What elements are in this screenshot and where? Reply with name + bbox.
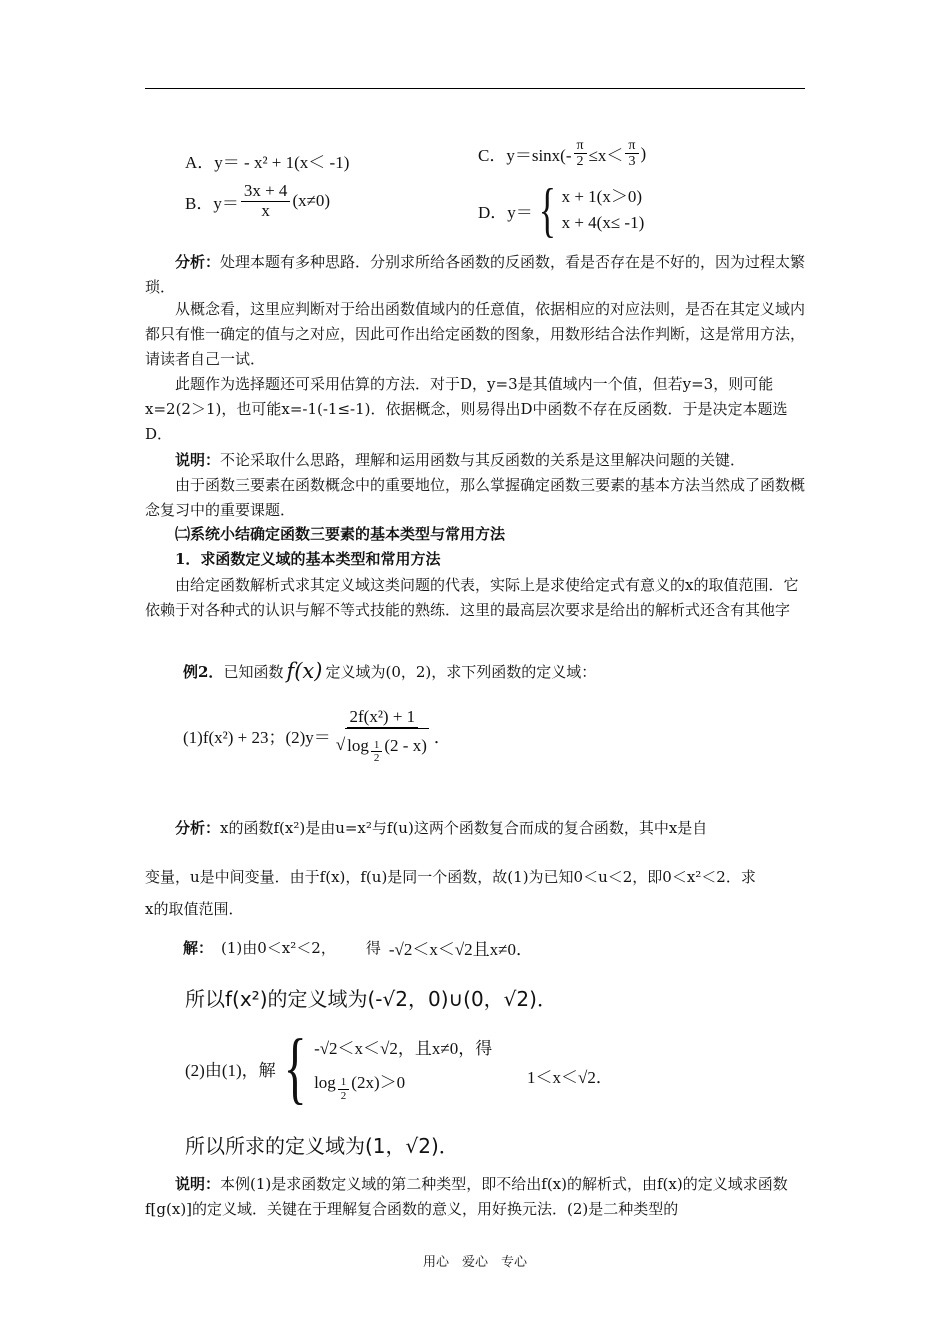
example-fx: f(x) bbox=[286, 659, 323, 683]
formula-log-arg: (2 - x) bbox=[384, 735, 427, 755]
option-b bbox=[185, 182, 330, 220]
option-c-prefix: C．y＝sinx(- bbox=[478, 146, 572, 166]
solution-line-1c: -√2＜x＜√2且x≠0． bbox=[388, 940, 533, 959]
note-text: 不论采取什么思路，理解和运用函数与其反函数的关系是这里解决问题的关键． bbox=[220, 451, 746, 469]
formula-log: log bbox=[347, 735, 369, 755]
example-text-post: 定义域为(0，2)，求下列函数的定义域： bbox=[325, 662, 597, 681]
page-footer: 用心 爱心 专心 bbox=[422, 1255, 527, 1270]
section-heading-3: 1．求函数定义域的基本类型和常用方法 bbox=[175, 550, 441, 568]
solution-case-2-base-num: 1 bbox=[338, 1076, 350, 1089]
solution-brace: { bbox=[283, 1024, 307, 1112]
option-c-fraction-2 bbox=[625, 138, 638, 170]
note-label: 说明： bbox=[175, 451, 221, 469]
analysis-2-line-1 bbox=[175, 817, 707, 838]
solution-cases bbox=[314, 1034, 492, 1101]
formula-numerator: 2f(x²) + 1 bbox=[347, 708, 419, 728]
solution-line-4: 所以所求的定义域为(1，√2)． bbox=[185, 1134, 459, 1158]
option-c bbox=[478, 138, 646, 170]
example-formula bbox=[183, 708, 451, 764]
example-2 bbox=[183, 659, 596, 683]
paragraph-estimate-text: 此题作为选择题还可采用估算的方法．对于D，y=3是其值域内一个值，但若y=3，则可能x=2(2＞1)，也可能x=-1(-1≤-1)．依据概念，则易得出D中函数不存在反函数．于是决定本题选D． bbox=[145, 375, 788, 443]
option-b-fraction bbox=[241, 182, 291, 220]
solution-line-3 bbox=[185, 1024, 493, 1112]
sqrt-symbol: √ bbox=[335, 735, 346, 755]
paragraph-domain bbox=[145, 573, 811, 623]
formula-denominator bbox=[333, 728, 432, 764]
section-heading-2: ㈡系统小结确定函数三要素的基本类型与常用方法 bbox=[175, 525, 506, 543]
solution-case-2-base-den: 2 bbox=[340, 1089, 347, 1102]
note-paragraph-1 bbox=[145, 448, 811, 473]
solution-label: 解： bbox=[183, 939, 214, 957]
option-b-denominator: x bbox=[261, 200, 270, 220]
solution-line-1b: 得 bbox=[365, 939, 381, 957]
option-c-fraction-1 bbox=[574, 138, 587, 170]
option-d-prefix: D．y＝ bbox=[478, 202, 533, 222]
solution-result: 1＜x＜√2． bbox=[527, 1068, 613, 1087]
solution-line-1a: (1)由0＜x²＜2， bbox=[221, 939, 336, 957]
paragraph-concept bbox=[145, 297, 811, 372]
option-c-mid: ≤x＜ bbox=[588, 146, 624, 166]
analysis-2-text-1: x的函数f(x²)是由u=x²与f(u)这两个函数复合而成的复合函数，其中x是自 bbox=[220, 819, 708, 837]
option-d-cases bbox=[562, 184, 645, 236]
option-c-suffix: ) bbox=[640, 143, 647, 163]
option-d-brace: { bbox=[538, 177, 556, 243]
solution-case-2-log: log bbox=[314, 1073, 336, 1092]
formula-log-base bbox=[371, 739, 383, 764]
formula-sqrt-content bbox=[345, 728, 429, 764]
solution-case-2-rest: (2x)＞0 bbox=[351, 1073, 406, 1092]
option-d-case-1: x + 1(x＞0) bbox=[561, 187, 643, 206]
option-d bbox=[478, 177, 645, 243]
solution-case-2 bbox=[314, 1064, 492, 1101]
solution-line-1 bbox=[183, 935, 533, 960]
analysis-text: 处理本题有多种思路．分别求所给各函数的反函数，看是否存在是不好的，因为过程太繁琐． bbox=[145, 253, 806, 296]
note-2-text: 本例(1)是求函数定义域的第二种类型，即不给出f(x)的解析式，由f(x)的定义域求函数f[g(x)]的定义域．关键在于理解复合函数的意义，用好换元法．(2)是二种类型的 bbox=[145, 1175, 788, 1218]
paragraph-domain-text: 由给定函数解析式求其定义域这类问题的代表，实际上是求使给定式有意义的x的取值范围．它依赖于对各种式的认识与解不等式技能的熟练．这里的最高层次要求是给出的解析式还含有其他字 bbox=[145, 576, 799, 619]
formula-log-base-num: 1 bbox=[371, 739, 383, 752]
option-c-num1: π bbox=[574, 138, 587, 154]
solution-line-3-prefix: (2)由(1)，解 bbox=[185, 1060, 276, 1080]
analysis-2-line-2: 变量，u是中间变量．由于f(x)，f(u)是同一个函数，故(1)为已知0＜u＜2，即0＜x²＜2．求 bbox=[145, 868, 756, 886]
paragraph-importance bbox=[145, 473, 811, 523]
option-b-numerator: 3x + 4 bbox=[241, 182, 291, 202]
option-c-num2: π bbox=[625, 138, 638, 154]
analysis-2-label: 分析： bbox=[175, 819, 221, 837]
note-paragraph-2 bbox=[145, 1172, 811, 1222]
note-2-label: 说明： bbox=[175, 1175, 221, 1193]
paragraph-estimate bbox=[145, 372, 811, 447]
formula-end: ． bbox=[433, 728, 451, 748]
analysis-2-line-3: x的取值范围． bbox=[145, 900, 244, 918]
formula-fraction bbox=[333, 708, 432, 764]
option-a-text: A．y＝ - x² + 1(x＜ -1) bbox=[185, 153, 350, 172]
paragraph-concept-text: 从概念看，这里应判断对于给出函数值域内的任意值，依据相应的对应法则，是否在其定义域内都只有惟一确定的值与之对应，因此可作出给定函数的图象，用数形结合法作判断，这是常用方法，请读者自己一试． bbox=[145, 300, 806, 368]
option-c-den2: 3 bbox=[628, 154, 636, 170]
solution-case-1: -√2＜x＜√2，且x≠0，得 bbox=[314, 1039, 493, 1059]
analysis-label: 分析： bbox=[175, 253, 221, 271]
formula-part-1: (1)f(x²) + 23；(2)y＝ bbox=[183, 728, 331, 748]
solution-case-2-base bbox=[338, 1076, 350, 1101]
paragraph-importance-text: 由于函数三要素在函数概念中的重要地位，那么掌握确定函数三要素的基本方法当然成了函数概念复习中的重要课题． bbox=[145, 476, 806, 519]
example-label: 例2． bbox=[183, 662, 224, 681]
header-rule bbox=[145, 88, 805, 89]
solution-line-2: 所以f(x²)的定义域为(-√2，0)∪(0，√2)． bbox=[185, 987, 557, 1011]
option-b-suffix: (x≠0) bbox=[292, 191, 331, 211]
option-a bbox=[185, 148, 349, 173]
option-c-den1: 2 bbox=[576, 154, 584, 170]
formula-log-base-den: 2 bbox=[373, 751, 380, 764]
analysis-paragraph-1 bbox=[145, 250, 811, 300]
example-text-pre: 已知函数 bbox=[223, 662, 284, 681]
option-d-case-2: x + 4(x≤ -1) bbox=[561, 213, 645, 232]
option-b-prefix: B．y＝ bbox=[185, 193, 239, 213]
